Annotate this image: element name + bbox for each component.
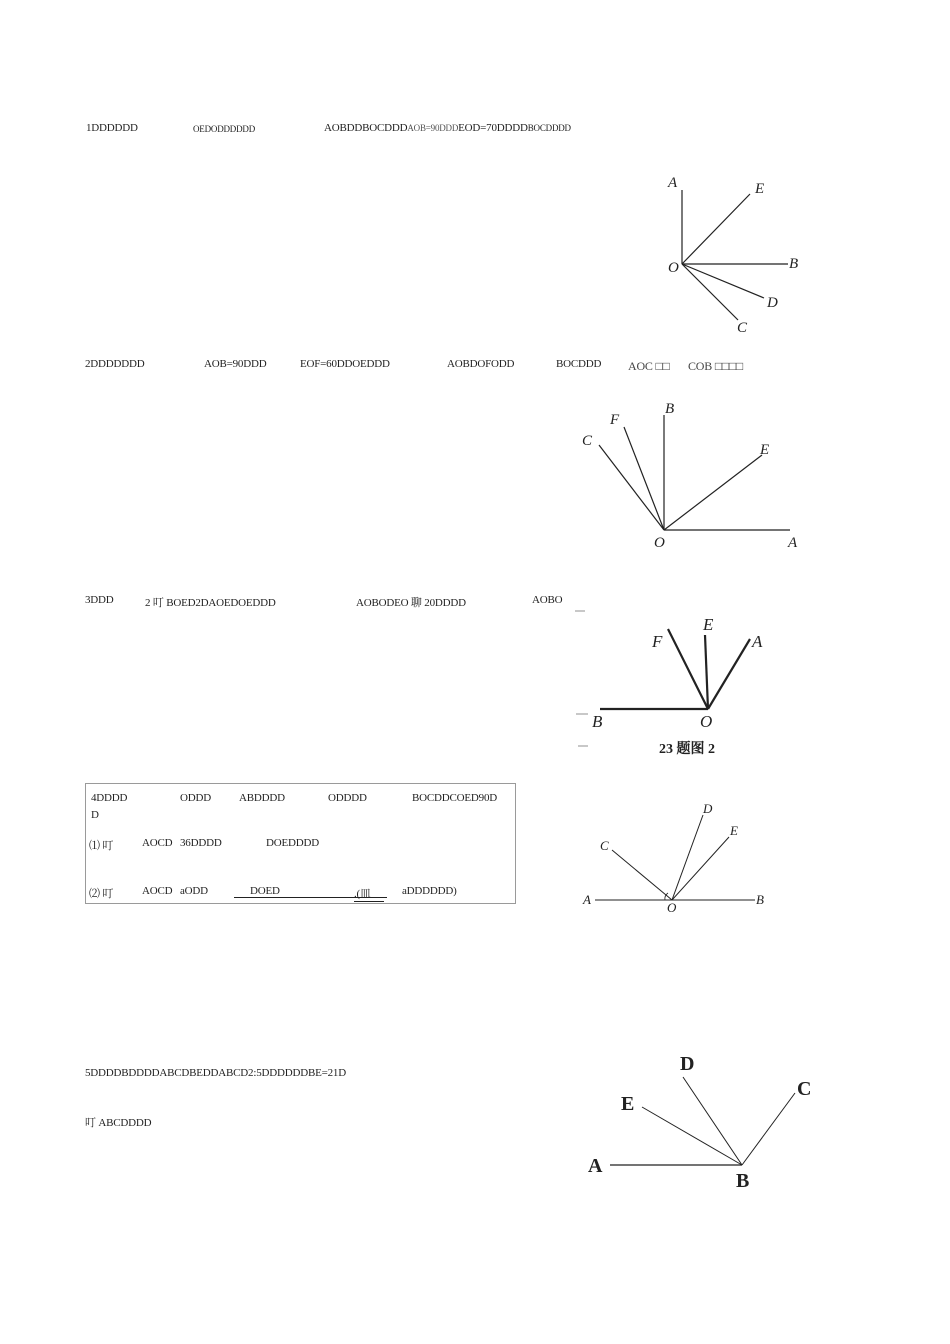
- q4-sub2-part: AOCD: [142, 885, 173, 897]
- q1-text-part: OEDODDDDDD: [193, 124, 255, 134]
- label-b: B: [665, 401, 675, 417]
- q4-sub2-part: aDDDDDD): [402, 885, 457, 897]
- q2-text-part: AOBDOFODD: [447, 358, 515, 370]
- label-b: B: [736, 1170, 750, 1192]
- q2-text-part: COB □□□□: [688, 359, 744, 373]
- ray-od: [672, 815, 703, 900]
- label-e: E: [703, 615, 714, 634]
- q1-number: 1DDDDDD: [86, 122, 138, 134]
- label-d: D: [680, 1053, 695, 1075]
- label-o: O: [654, 535, 665, 551]
- label-f: F: [652, 632, 663, 651]
- q5-line2: 叮 ABCDDDD: [85, 1117, 152, 1129]
- q4-text-part: ODDD: [180, 792, 211, 804]
- q1-text-segment: BOCDDDD: [527, 123, 571, 133]
- ray-oc: [682, 264, 738, 320]
- q4-sub2-blank: [354, 885, 384, 902]
- q4-box: [85, 783, 516, 904]
- q3-text-part: AOBO: [532, 594, 563, 606]
- label-c: C: [600, 838, 609, 853]
- label-e: E: [621, 1093, 635, 1115]
- q2-text-part: EOF=60DDOEDDD: [300, 358, 390, 370]
- label-d: D: [767, 295, 778, 311]
- ray-oa: [708, 639, 750, 709]
- q4-sub2-part: aODD: [180, 885, 208, 897]
- q4-number-cont: D: [91, 809, 99, 821]
- ray-oe: [672, 837, 729, 900]
- ray-bc: [742, 1093, 795, 1165]
- label-o: O: [667, 900, 677, 915]
- q5-line1: 5DDDDBDDDDABCDBEDDABCD2:5DDDDDDBE=21D: [85, 1067, 346, 1079]
- q4-text-part: ABDDDD: [239, 792, 285, 804]
- q5-angle-figure: [580, 1045, 825, 1195]
- q3-text-part: 2 叮 BOED2DAOEDOEDDD: [145, 597, 276, 609]
- label-a: A: [583, 892, 591, 907]
- ray-bd: [683, 1077, 742, 1165]
- label-b: B: [592, 712, 603, 731]
- q4-text-part: ODDDD: [328, 792, 367, 804]
- q4-sub1-part: 36DDDD: [180, 837, 222, 849]
- q4-angle-figure: [575, 795, 775, 920]
- ray-of: [624, 427, 664, 530]
- ray-oe: [705, 635, 708, 709]
- label-c: C: [582, 433, 593, 449]
- q4-number: 4DDDD: [91, 792, 128, 804]
- label-a: A: [588, 1155, 603, 1177]
- q2-text-part: AOC □□: [628, 359, 670, 373]
- q1-text-part: [324, 122, 571, 134]
- figure-caption: 23 题图 2: [659, 742, 715, 757]
- ray-od: [682, 264, 764, 298]
- label-d: D: [703, 801, 713, 816]
- q4-sub1-part: DOEDDDD: [266, 837, 319, 849]
- q1-text-segment: AOB=90DDD: [407, 123, 459, 133]
- q1-text-segment: EOD=70DDDD: [458, 122, 528, 134]
- q4-sub2-part: .(皿: [354, 888, 371, 900]
- q2-text-part: BOCDDD: [556, 358, 602, 370]
- label-e: E: [755, 181, 765, 197]
- label-e: E: [760, 442, 770, 458]
- ray-oe: [664, 455, 762, 530]
- label-e: E: [730, 823, 738, 838]
- ray-oc: [612, 850, 672, 900]
- label-b: B: [789, 256, 799, 272]
- ray-be: [642, 1107, 742, 1165]
- scan-shadow: [576, 713, 588, 715]
- label-f: F: [610, 412, 620, 428]
- label-a: A: [788, 535, 798, 551]
- label-o: O: [668, 260, 679, 276]
- ray-oe: [682, 194, 750, 264]
- q2-number: 2DDDDDDD: [85, 358, 145, 370]
- label-a: A: [668, 175, 678, 191]
- scan-shadow: [575, 610, 585, 612]
- q3-angle-figure: [570, 605, 795, 765]
- label-c: C: [797, 1078, 812, 1100]
- label-o: O: [700, 712, 713, 731]
- ray-of: [668, 629, 708, 709]
- label-a: A: [752, 632, 763, 651]
- q2-angle-figure: [575, 395, 815, 555]
- q4-sub2-part: DOED: [250, 885, 280, 897]
- q3-text-part: AOBODEO 聊 20DDDD: [356, 597, 466, 609]
- q2-text-part: AOB=90DDD: [204, 358, 267, 370]
- q3-number: 3DDD: [85, 594, 114, 606]
- ray-oc: [599, 445, 664, 530]
- q4-sub1-part: AOCD: [142, 837, 173, 849]
- q4-sub2-label: ⑵ 叮: [89, 888, 114, 900]
- label-b: B: [756, 892, 764, 907]
- q1-text-segment: AOBDDBOCDDD: [324, 122, 408, 134]
- label-c: C: [737, 320, 748, 336]
- q4-sub1-label: ⑴ 叮: [89, 840, 114, 852]
- q1-angle-figure: [660, 170, 810, 340]
- scan-shadow: [578, 745, 588, 747]
- q4-text-part: BOCDDCOED90D: [412, 792, 497, 804]
